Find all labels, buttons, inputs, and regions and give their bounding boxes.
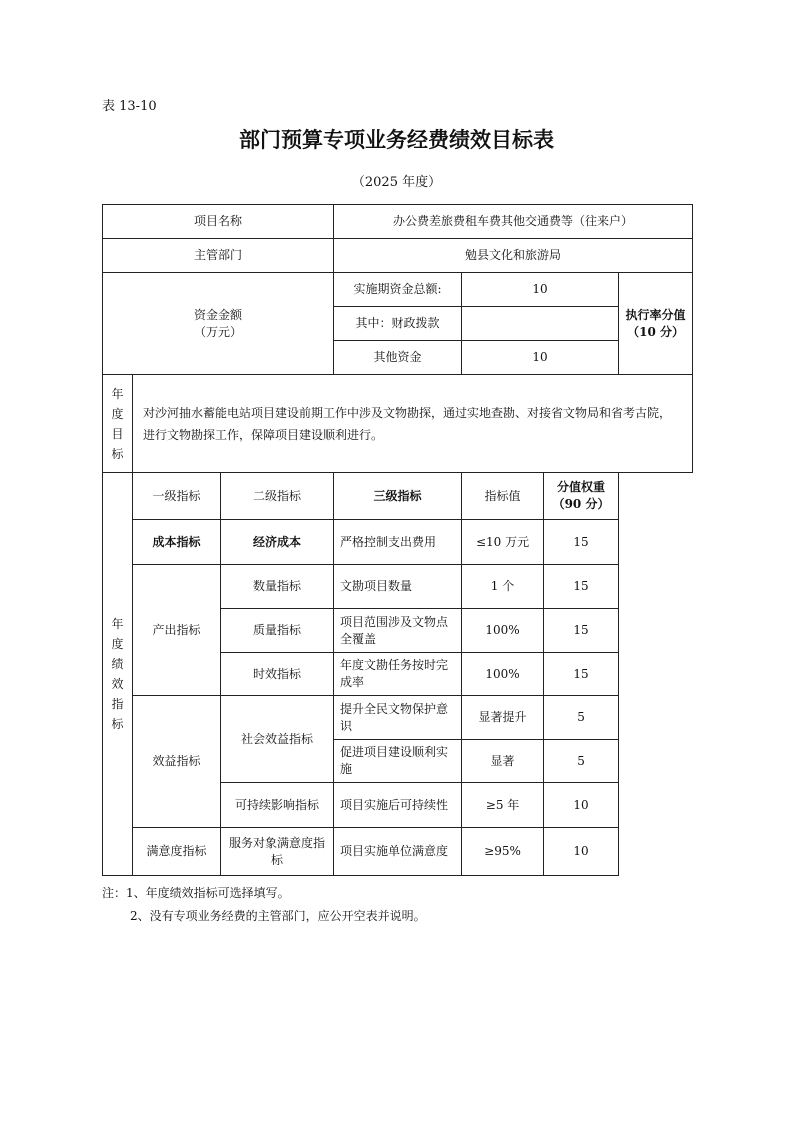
value-cell: ≥5 年 [462, 783, 544, 828]
weight-cell: 10 [544, 828, 619, 876]
performance-table [102, 204, 693, 876]
header-level2: 二级指标 [221, 473, 334, 520]
funds-total-label: 实施期资金总额: [334, 273, 462, 307]
level3-cell: 项目实施单位满意度 [334, 828, 462, 876]
level3-cell: 项目范围涉及文物点全覆盖 [334, 609, 462, 653]
level2-cell: 质量指标 [221, 609, 334, 653]
table-row [103, 828, 693, 876]
funds-other-label: 其他资金 [334, 341, 462, 375]
value-cell: 100% [462, 653, 544, 696]
indicators-side-label: 年 度 绩 效 指 标 [103, 473, 133, 876]
funds-label-cell [103, 273, 334, 375]
value-cell: 显著 [462, 740, 544, 783]
table-row [103, 565, 693, 609]
level1-cell: 成本指标 [133, 520, 221, 565]
department-label: 主管部门 [103, 239, 334, 273]
level2-cell: 社会效益指标 [221, 696, 334, 783]
funds-unit: （万元） [194, 324, 243, 339]
value-cell: 100% [462, 609, 544, 653]
level2-cell: 时效指标 [221, 653, 334, 696]
level3-cell: 促进项目建设顺利实施 [334, 740, 462, 783]
level3-cell: 提升全民文物保护意识 [334, 696, 462, 740]
weight-cell: 15 [544, 520, 619, 565]
level2-cell: 经济成本 [221, 520, 334, 565]
header-value: 指标值 [462, 473, 544, 520]
annual-goal-text: 对沙河抽水蓄能电站项目建设前期工作中涉及文物勘探，通过实地查勘、对接省文物局和省考古院，进行文物勘探工作，保障项目建设顺利进行。 [133, 375, 693, 473]
notes [102, 882, 426, 928]
project-name-value: 办公费差旅费租车费其他交通费等（往来户） [334, 205, 693, 239]
value-cell: ≥95% [462, 828, 544, 876]
value-cell: 1 个 [462, 565, 544, 609]
table-number-label: 表 13-10 [102, 99, 157, 114]
note-item: 注：1、年度绩效指标可选择填写。 [102, 886, 290, 900]
note-item: 2、没有专项业务经费的主管部门，应公开空表并说明。 [130, 909, 426, 923]
level2-cell: 可持续影响指标 [221, 783, 334, 828]
header-weight: 分值权重（90 分） [544, 473, 619, 520]
funds-fiscal-value [462, 307, 619, 341]
weight-cell: 15 [544, 653, 619, 696]
level1-cell: 效益指标 [133, 696, 221, 828]
funds-other-value: 10 [462, 341, 619, 375]
header-level3: 三级指标 [334, 473, 462, 520]
funds-label: 资金金额 [194, 307, 243, 322]
value-cell: ≤10 万元 [462, 520, 544, 565]
level1-cell: 产出指标 [133, 565, 221, 696]
header-level1: 一级指标 [133, 473, 221, 520]
weight-cell: 5 [544, 740, 619, 783]
level1-cell: 满意度指标 [133, 828, 221, 876]
department-value: 勉县文化和旅游局 [334, 239, 693, 273]
level3-cell: 文勘项目数量 [334, 565, 462, 609]
page-title: 部门预算专项业务经费绩效目标表 [239, 128, 554, 152]
weight-cell: 15 [544, 565, 619, 609]
table-row [103, 520, 693, 565]
value-cell: 显著提升 [462, 696, 544, 740]
table-row [103, 696, 693, 740]
funds-fiscal-label: 其中：财政拨款 [334, 307, 462, 341]
level3-cell: 严格控制支出费用 [334, 520, 462, 565]
weight-cell: 5 [544, 696, 619, 740]
level2-cell: 数量指标 [221, 565, 334, 609]
page-subtitle: （2025 年度） [351, 175, 442, 190]
level2-cell: 服务对象满意度指标 [221, 828, 334, 876]
weight-cell: 10 [544, 783, 619, 828]
weight-cell: 15 [544, 609, 619, 653]
level3-cell: 项目实施后可持续性 [334, 783, 462, 828]
project-name-label: 项目名称 [103, 205, 334, 239]
exec-rate-label: 执行率分值（10 分） [619, 273, 693, 375]
level3-cell: 年度文勘任务按时完成率 [334, 653, 462, 696]
annual-goal-label: 年 度 目 标 [103, 375, 133, 473]
funds-total-value: 10 [462, 273, 619, 307]
